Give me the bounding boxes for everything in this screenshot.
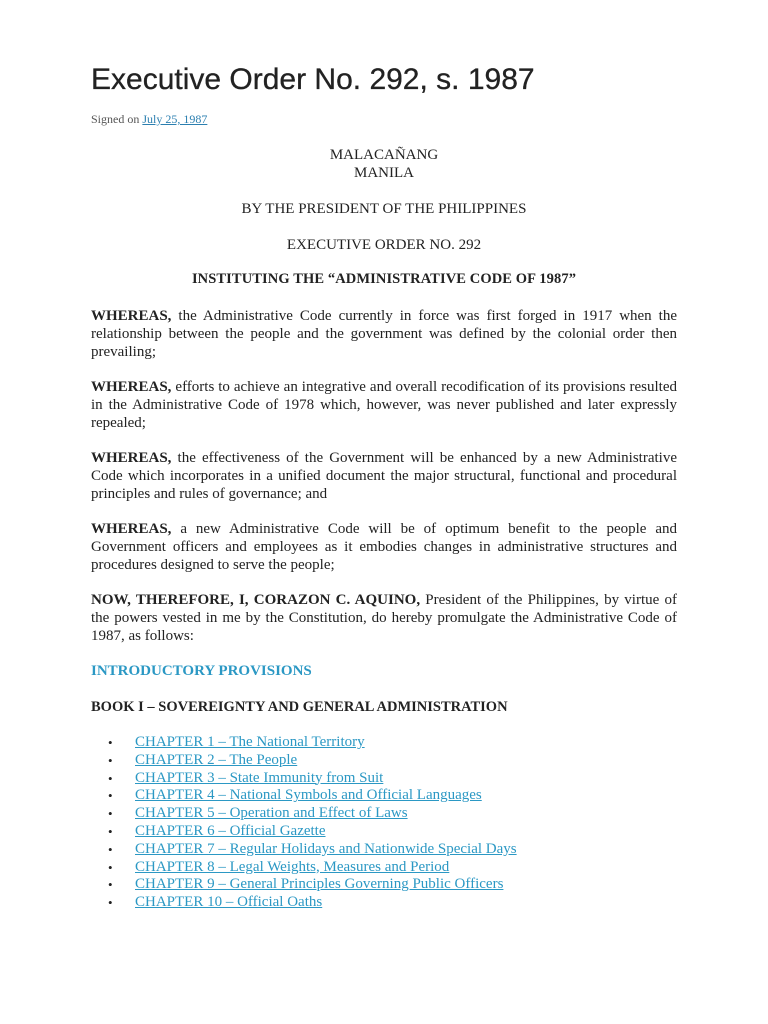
bullet-icon: • — [108, 752, 113, 768]
bullet-icon: • — [108, 877, 113, 893]
chapter-link[interactable]: CHAPTER 9 – General Principles Governing Public Officers — [135, 876, 504, 893]
paragraph-lead: WHEREAS, — [91, 308, 172, 324]
signed-line — [91, 112, 677, 126]
chapter-link[interactable]: CHAPTER 8 – Legal Weights, Measures and Period — [135, 858, 450, 875]
bullet-icon: • — [108, 735, 113, 750]
chapter-link[interactable]: CHAPTER 6 – Official Gazette — [135, 822, 326, 839]
document-page — [91, 60, 677, 912]
list-item — [108, 858, 677, 877]
list-item — [108, 751, 677, 770]
signed-prefix: Signed on — [91, 112, 140, 126]
whereas-paragraph — [91, 378, 677, 432]
eo-number-line: EXECUTIVE ORDER NO. 292 — [286, 237, 482, 253]
now-therefore-paragraph — [91, 591, 677, 645]
chapter-link[interactable]: CHAPTER 10 – Official Oaths — [135, 894, 323, 911]
whereas-paragraph — [91, 449, 677, 503]
book-heading: BOOK I – SOVEREIGNTY AND GENERAL ADMINISTRATION — [91, 699, 508, 715]
paragraph-text: the effectiveness of the Government will be enhanced by a new Administrative Code which incorporates in a unified document the major structural, functional and procedural principles and rules of governance; and — [91, 450, 677, 502]
bullet-icon: • — [108, 841, 113, 857]
list-item — [108, 787, 677, 805]
list-item — [108, 734, 677, 752]
introductory-provisions-heading[interactable]: INTRODUCTORY PROVISIONS — [91, 663, 312, 679]
signed-date-link[interactable]: July 25, 1987 — [142, 112, 208, 126]
header-manila: MANILA — [354, 165, 414, 181]
list-item — [108, 876, 677, 894]
paragraph-text: a new Administrative Code will be of optimum benefit to the people and Government officers and employees as it embodies changes in administrative structures and procedures designed to serve the people; — [91, 521, 677, 573]
list-item — [108, 822, 677, 841]
list-item — [108, 894, 677, 912]
paragraph-lead: WHEREAS, — [91, 521, 172, 537]
paragraph-lead: NOW, THEREFORE, I, CORAZON C. AQUINO, — [91, 592, 421, 608]
page-title: Executive Order No. 292, s. 1987 — [91, 63, 535, 96]
chapter-link[interactable]: CHAPTER 5 – Operation and Effect of Laws — [135, 805, 408, 822]
bullet-icon: • — [108, 770, 113, 786]
list-item — [108, 840, 677, 859]
whereas-paragraph — [91, 520, 677, 574]
chapter-link[interactable]: CHAPTER 2 – The People — [135, 751, 298, 768]
paragraph-text: President of the Philippines, by virtue of the powers vested in me by the Constitution, do hereby promulgate the Administrative Code of 1987, as follows: — [91, 592, 678, 644]
paragraph-lead: WHEREAS, — [91, 379, 172, 395]
whereas-paragraph — [91, 307, 677, 361]
bullet-icon: • — [108, 859, 113, 875]
chapter-link[interactable]: CHAPTER 1 – The National Territory — [135, 734, 365, 750]
instituting-heading: INSTITUTING THE “ADMINISTRATIVE CODE OF 1987” — [191, 271, 577, 287]
header-malacanang: MALACAÑANG — [329, 147, 439, 163]
list-item — [108, 805, 677, 823]
bullet-icon: • — [108, 788, 113, 804]
paragraph-text: efforts to achieve an integrative and overall recodification of its provisions resulted in the Administrative Code of 1978 which, however, was never published and later expressly repealed; — [91, 379, 677, 431]
bullet-icon: • — [108, 895, 113, 911]
paragraph-lead: WHEREAS, — [91, 450, 172, 466]
chapter-list — [91, 734, 677, 912]
chapter-link[interactable]: CHAPTER 4 – National Symbols and Official Languages — [135, 787, 482, 804]
bullet-icon: • — [108, 806, 113, 822]
header-block — [91, 146, 677, 182]
bullet-icon: • — [108, 823, 113, 839]
chapter-link[interactable]: CHAPTER 7 – Regular Holidays and Nationwide Special Days — [135, 840, 517, 857]
by-president-line: BY THE PRESIDENT OF THE PHILIPPINES — [241, 201, 527, 217]
list-item — [108, 769, 677, 788]
paragraph-text: the Administrative Code currently in force was first forged in 1917 when the relationship between the people and the government was defined by the colonial order then prevailing; — [91, 308, 677, 360]
chapter-link[interactable]: CHAPTER 3 – State Immunity from Suit — [135, 769, 384, 786]
